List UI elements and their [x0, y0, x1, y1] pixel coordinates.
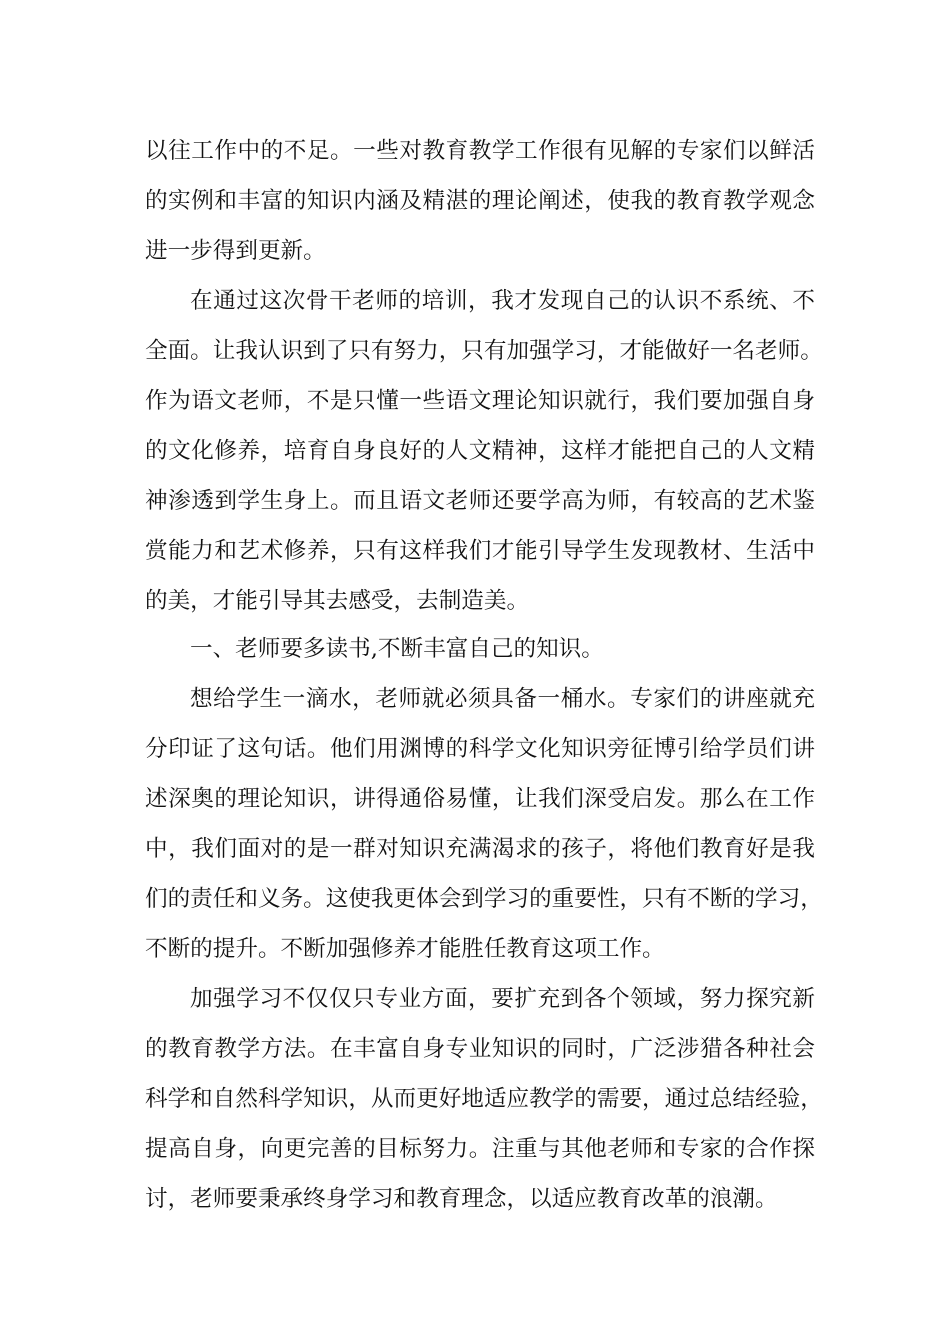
text-line: 赏能力和艺术修养，只有这样我们才能引导学生发现教材、生活中 — [145, 538, 815, 564]
text-line: 的教育教学方法。在丰富自身专业知识的同时，广泛涉猎各种社会 — [145, 1036, 815, 1062]
text-line: 在通过这次骨干老师的培训，我才发现自己的认识不系统、不 — [190, 288, 815, 314]
text-line: 不断的提升。不断加强修养才能胜任教育这项工作。 — [145, 936, 665, 962]
text-line: 的实例和丰富的知识内涵及精湛的理论阐述，使我的教育教学观念 — [145, 188, 815, 214]
text-line: 述深奥的理论知识，讲得通俗易懂，让我们深受启发。那么在工作 — [145, 786, 815, 812]
text-line: 想给学生一滴水，老师就必须具备一桶水。专家们的讲座就充 — [190, 686, 815, 712]
text-line: 的文化修养，培育自身良好的人文精神，这样才能把自己的人文精 — [145, 438, 815, 464]
text-line: 加强学习不仅仅只专业方面，要扩充到各个领域，努力探究新 — [190, 986, 815, 1012]
text-line: 提高自身，向更完善的目标努力。注重与其他老师和专家的合作探 — [145, 1136, 815, 1162]
text-line: 讨，老师要秉承终身学习和教育理念，以适应教育改革的浪潮。 — [145, 1186, 778, 1212]
text-line: 科学和自然科学知识，从而更好地适应教学的需要，通过总结经验， — [145, 1086, 823, 1112]
text-line: 以往工作中的不足。一些对教育教学工作很有见解的专家们以鲜活 — [145, 138, 815, 164]
text-line: 中，我们面对的是一群对知识充满渴求的孩子，将他们教育好是我 — [145, 836, 815, 862]
text-line: 们的责任和义务。这使我更体会到学习的重要性，只有不断的学习， — [145, 886, 823, 912]
section-heading: 一、老师要多读书,不断丰富自己的知识。 — [190, 636, 604, 662]
text-line: 进一步得到更新。 — [145, 238, 326, 264]
text-line: 分印证了这句话。他们用渊博的科学文化知识旁征博引给学员们讲 — [145, 736, 815, 762]
text-line: 作为语文老师，不是只懂一些语文理论知识就行，我们要加强自身 — [145, 388, 815, 414]
text-line: 神渗透到学生身上。而且语文老师还要学高为师，有较高的艺术鉴 — [145, 488, 815, 514]
text-line: 全面。让我认识到了只有努力，只有加强学习，才能做好一名老师。 — [145, 338, 823, 364]
text-line: 的美，才能引导其去感受，去制造美。 — [145, 588, 530, 614]
